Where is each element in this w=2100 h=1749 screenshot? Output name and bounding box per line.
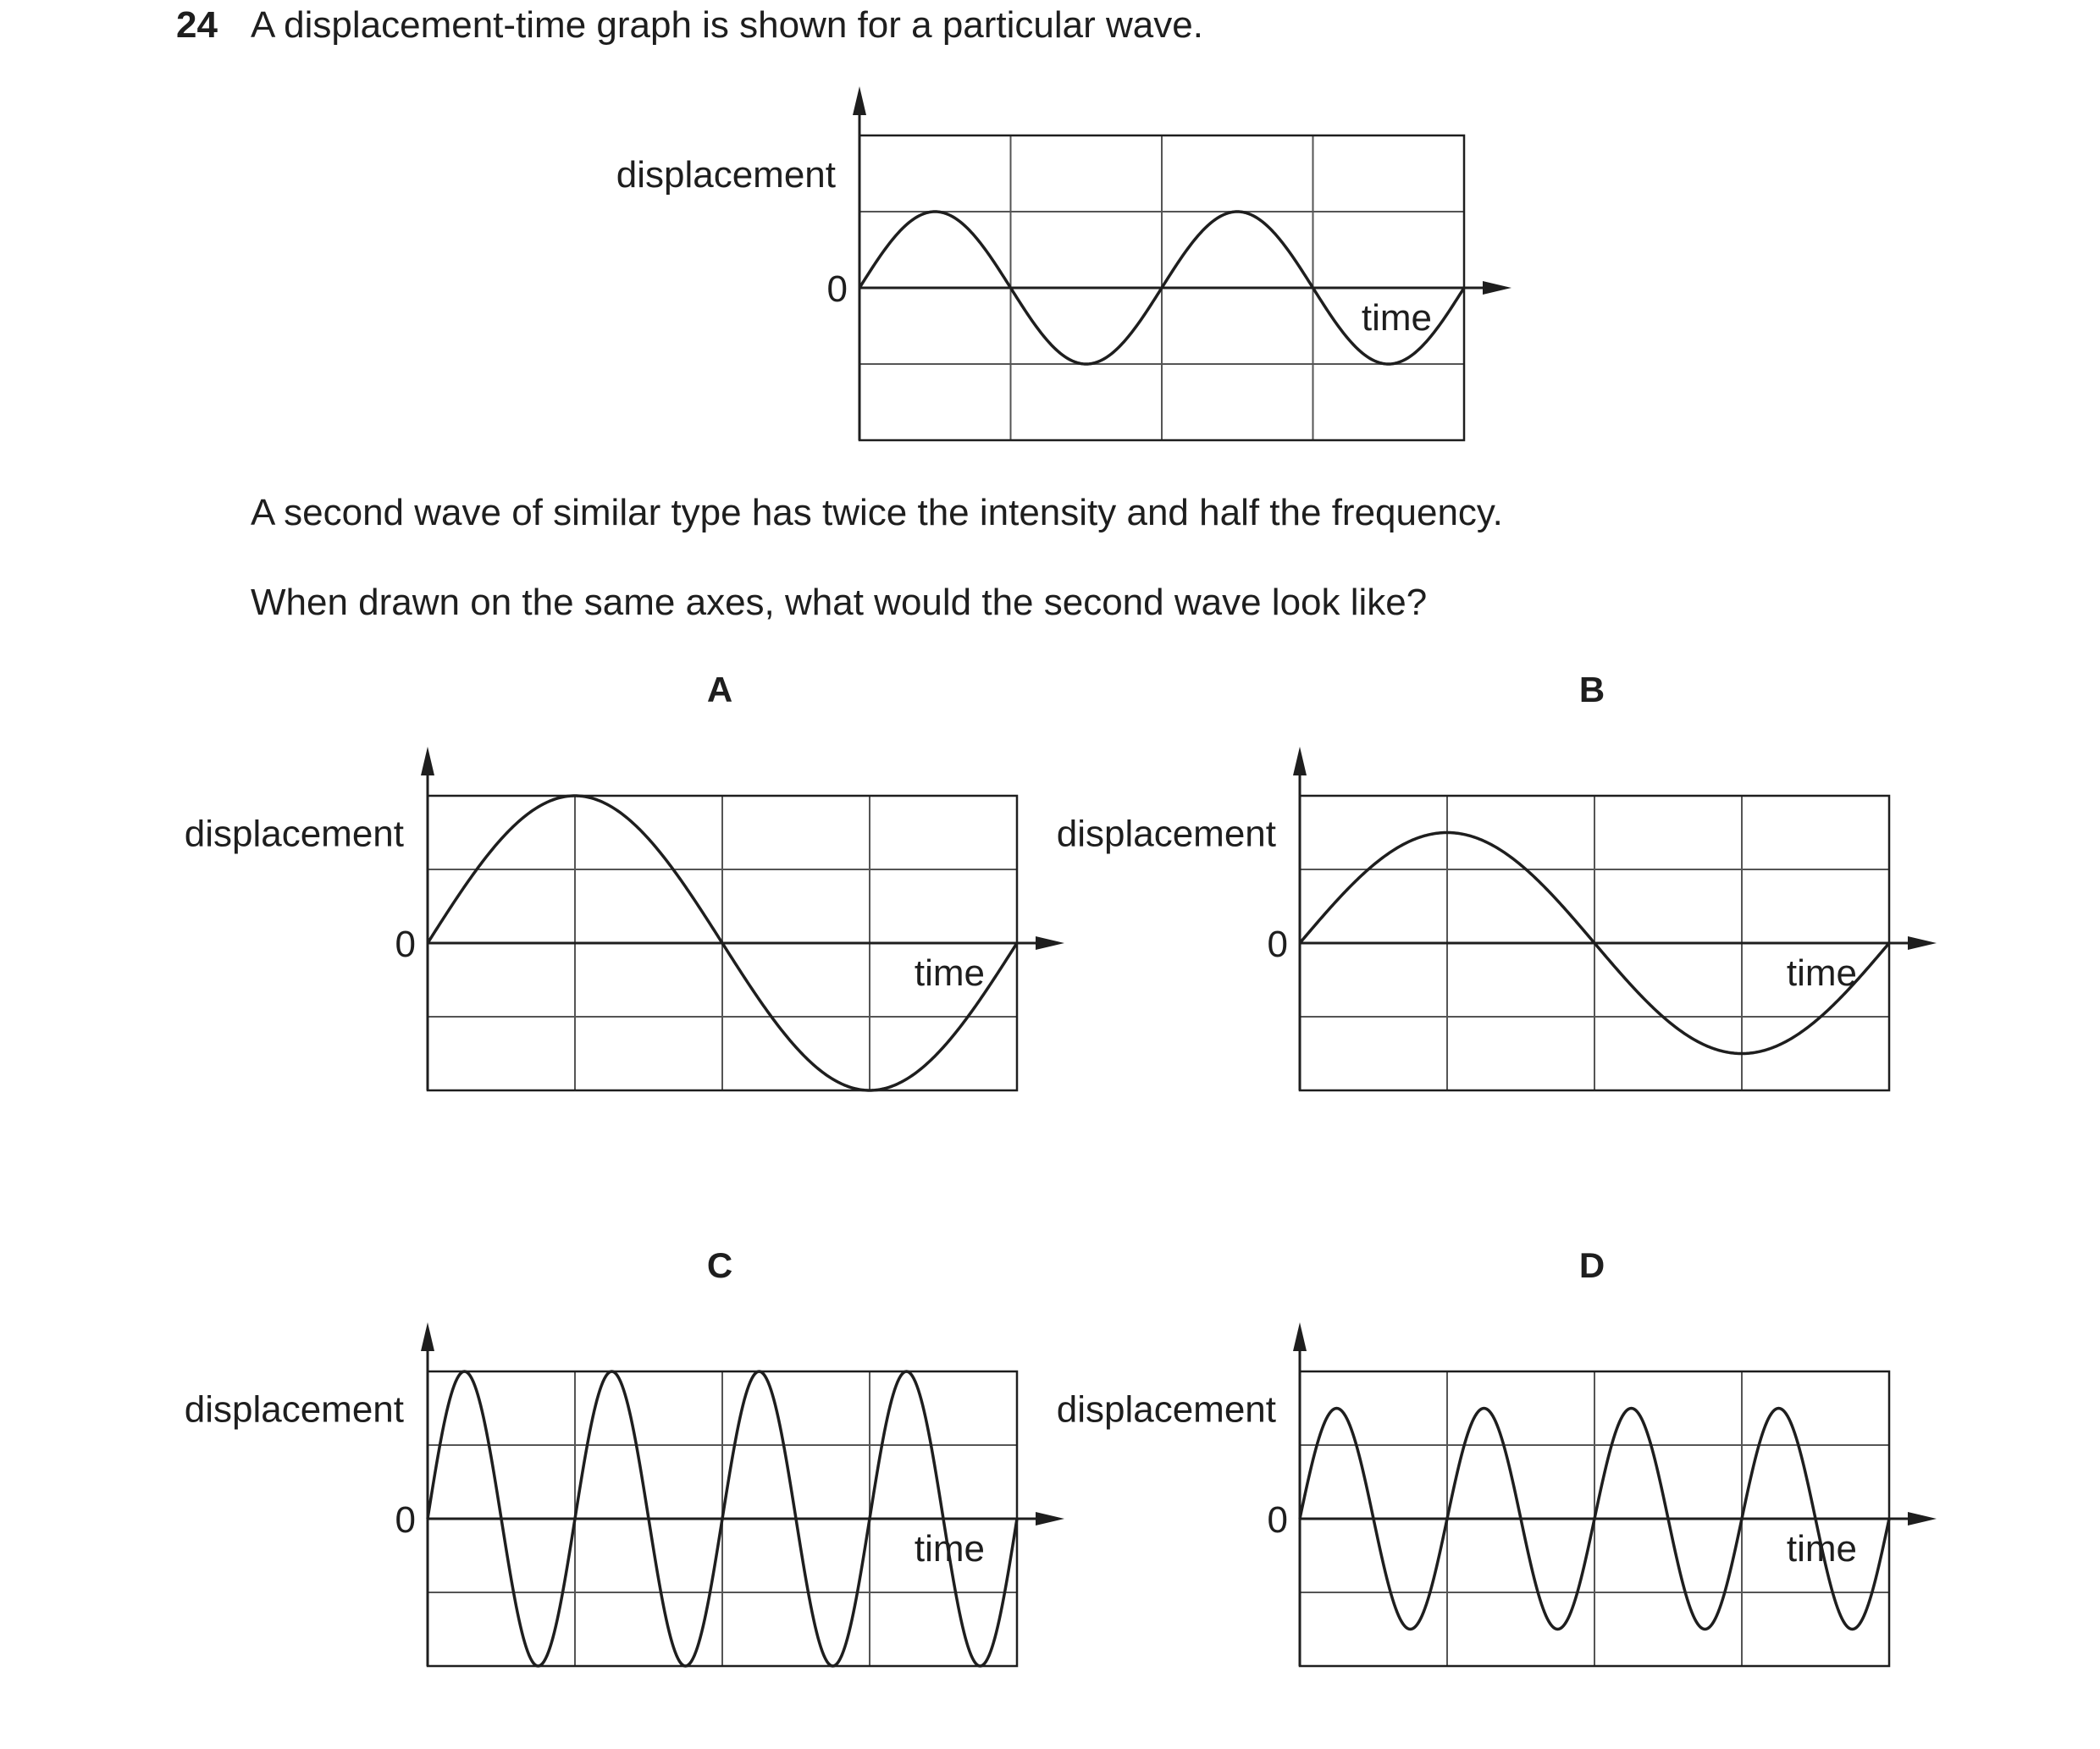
y-axis-label: displacement [184, 1388, 404, 1431]
y-axis-label: displacement [184, 813, 404, 855]
question-number: 24 [176, 4, 218, 46]
x-axis-label: time [914, 952, 985, 994]
given-wave-graph [584, 85, 1533, 457]
y-axis-label: displacement [616, 154, 836, 196]
option-c-graph[interactable] [161, 1321, 1101, 1693]
option-a-graph[interactable] [161, 745, 1101, 1117]
option-label-b: B [1578, 670, 1605, 709]
option-label-a: A [706, 670, 733, 709]
x-axis-arrow [1483, 281, 1511, 295]
y-axis-arrow [1293, 747, 1307, 775]
option-label-d: D [1578, 1245, 1605, 1285]
x-axis-label: time [914, 1528, 985, 1570]
y-axis-label: displacement [1056, 813, 1276, 855]
x-axis-arrow [1908, 936, 1937, 950]
question-intro: A displacement-time graph is shown for a particular wave. [251, 4, 1203, 46]
y-axis-arrow [1293, 1322, 1307, 1351]
option-d-graph[interactable] [1033, 1321, 1973, 1693]
y-axis-arrow [421, 747, 434, 775]
question-line1: A second wave of similar type has twice the intensity and half the frequency. [251, 492, 1503, 533]
x-axis-arrow [1908, 1512, 1937, 1526]
origin-label: 0 [1267, 1499, 1288, 1541]
option-label-c: C [706, 1245, 733, 1285]
y-axis-arrow [853, 86, 866, 115]
x-axis-label: time [1786, 1528, 1857, 1570]
question-line2: When drawn on the same axes, what would the second wave look like? [251, 582, 1428, 623]
origin-label: 0 [395, 1499, 416, 1541]
x-axis-label: time [1361, 297, 1432, 339]
option-b-graph[interactable] [1033, 745, 1973, 1117]
x-axis-label: time [1786, 952, 1857, 994]
origin-label: 0 [1267, 924, 1288, 965]
y-axis-arrow [421, 1322, 434, 1351]
origin-label: 0 [395, 924, 416, 965]
y-axis-label: displacement [1056, 1388, 1276, 1431]
origin-label: 0 [826, 268, 848, 310]
